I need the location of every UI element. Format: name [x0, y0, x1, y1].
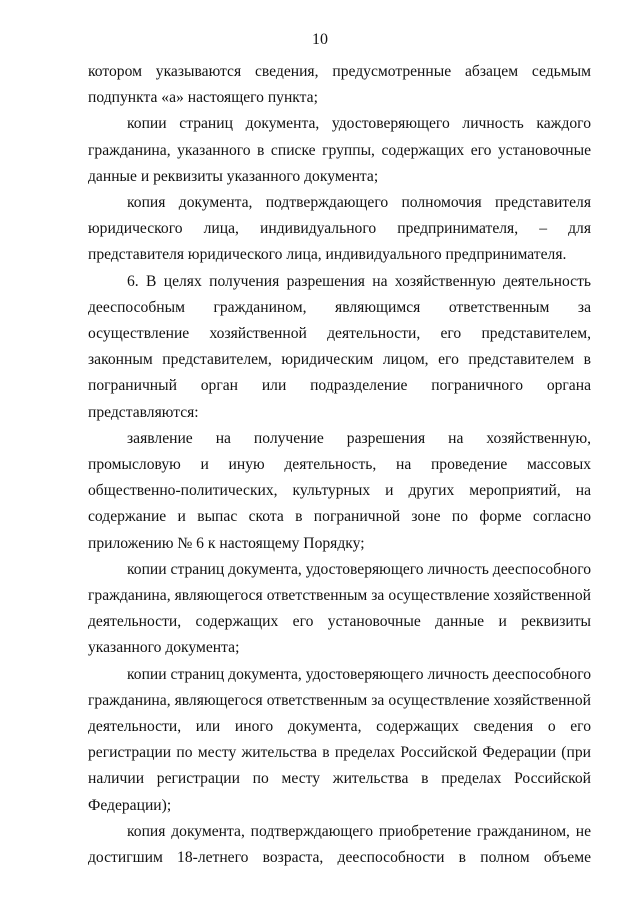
paragraph-representative-authority: копия документа, подтверждающего полномочия представителя юридического лица, индивидуального предпринимателя, – для представителя юридического лица, индивидуального предпринимателя.	[88, 194, 591, 264]
paragraph-copies-identity: копии страниц документа, удостоверяющего личность дееспособного гражданина, являющегося ответственным за осуществление хозяйственной деятельности, содержащих его установочные данные и реквизиты указанного документа;	[88, 560, 591, 657]
paragraph-continuation: котором указываются сведения, предусмотренные абзацем седьмым подпункта «а» настоящего пункта;	[88, 63, 591, 107]
paragraph-minor-capacity: копия документа, подтверждающего приобретение гражданином, не достигшим 18-летнего возраста, дееспособности в полном объеме	[88, 822, 591, 867]
document-body	[88, 59, 591, 871]
paragraph-application-form: заявление на получение разрешения на хозяйственную, промысловую и иную деятельность, на проведение массовых общественно-политических, культурных и других мероприятий, на содержание и выпас скота в пограничной зоне по форме согласно приложению № 6 к настоящему Порядку;	[88, 429, 591, 552]
paragraph-copies-registration: копии страниц документа, удостоверяющего личность дееспособного гражданина, являющегося ответственным за осуществление хозяйственной деятельности, или иного документа, содержащих сведения о его регистрации по месту жительства в пределах Российской Федерации (при наличии регистрации по месту жительства в пределах Российской Федерации);	[88, 665, 591, 814]
paragraph-copies-group-ids: копии страниц документа, удостоверяющего личность каждого гражданина, указанного в списке группы, содержащих его установочные данные и реквизиты указанного документа;	[88, 115, 591, 185]
page-number: 10	[312, 31, 328, 48]
paragraph-item-6: 6. В целях получения разрешения на хозяйственную деятельность дееспособным гражданином, являющимся ответственным за осуществление хозяйственной деятельности, его представителем, законным представителем, юридическим лицом, его представителем в пограничный орган или подразделение пограничного органа представляются:	[88, 272, 591, 421]
